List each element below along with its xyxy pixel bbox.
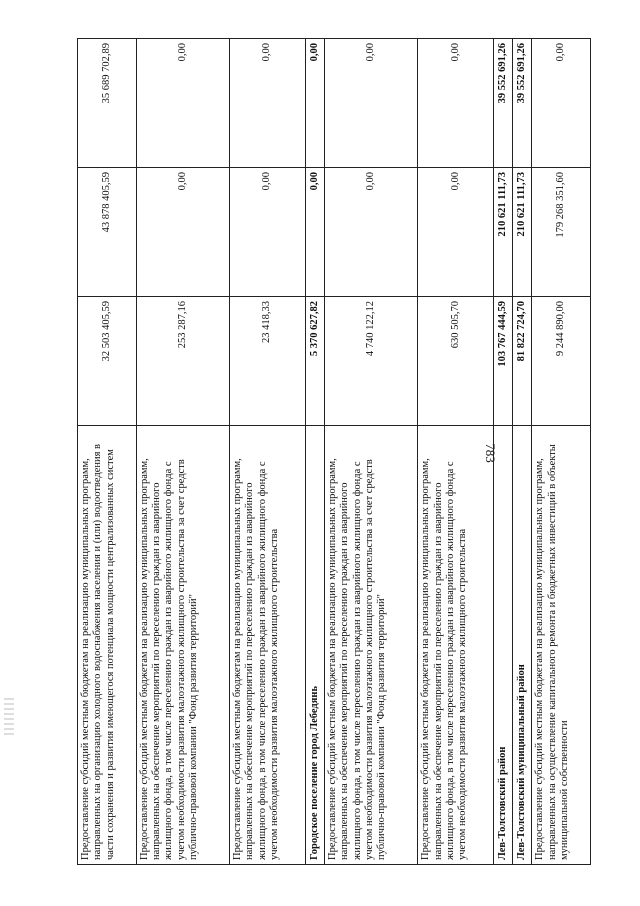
value-col-1: 81 822 724,70 xyxy=(513,297,532,426)
table-row xyxy=(136,39,229,865)
value-col-2: 210 621 111,73 xyxy=(494,168,513,297)
row-description: Предоставление субсидий местным бюджетам на реализацию муниципальных программ, направленных на обеспечение мероприятий по переселению граждан из аварийного жилищного фонда, в том числе переселению граждан из аварийного жилищного фонда с учетом необходимости развития малоэтажного жилищного строительства xyxy=(229,426,305,865)
value-col-2: 0,00 xyxy=(324,168,417,297)
row-description: Лев-Толстовский муниципальный район xyxy=(513,426,532,865)
value-col-3: 0,00 xyxy=(136,39,229,168)
table-row-subtotal xyxy=(494,39,513,865)
row-description: Предоставление субсидий местным бюджетам на реализацию муниципальных программ, направленных на осуществление капитального ремонта и бюджетных инвестиций в объекты муниципальной собственности xyxy=(532,426,591,865)
value-col-1: 253 287,16 xyxy=(136,297,229,426)
table-row xyxy=(532,39,591,865)
value-col-3: 39 552 691,26 xyxy=(513,39,532,168)
row-description: Предоставление субсидий местным бюджетам на реализацию муниципальных программ, направленных на организацию холодного водоснабжения населения и (или) водоотведения в части сохранения и развития имеющегося потенциала мощности централизованных систем xyxy=(78,426,137,865)
rotated-table-frame xyxy=(77,43,591,865)
value-col-2: 0,00 xyxy=(229,168,305,297)
table-row-subtotal xyxy=(305,39,324,865)
value-col-3: 0,00 xyxy=(229,39,305,168)
table-row xyxy=(324,39,417,865)
table-row xyxy=(78,39,137,865)
table-row xyxy=(418,39,494,865)
value-col-2: 0,00 xyxy=(418,168,494,297)
table-row-subtotal xyxy=(513,39,532,865)
value-col-1: 5 370 627,82 xyxy=(305,297,324,426)
value-col-2: 210 621 111,73 xyxy=(513,168,532,297)
row-description: Предоставление субсидий местным бюджетам на реализацию муниципальных программ, направленных на обеспечение мероприятий по переселению граждан из аварийного жилищного фонда, в том числе переселению граждан из аварийного жилищного фонда с учетом необходимости развития малоэтажного жилищного строительства xyxy=(418,426,494,865)
value-col-3: 0,00 xyxy=(305,39,324,168)
value-col-1: 630 505,70 xyxy=(418,297,494,426)
value-col-1: 4 740 122,12 xyxy=(324,297,417,426)
value-col-2: 43 878 405,59 xyxy=(78,168,137,297)
value-col-1: 32 503 405,59 xyxy=(78,297,137,426)
value-col-3: 35 689 702,89 xyxy=(78,39,137,168)
scan-smudge xyxy=(4,695,14,735)
value-col-3: 0,00 xyxy=(418,39,494,168)
row-description: Предоставление субсидий местным бюджетам на реализацию муниципальных программ, направленных на обеспечение мероприятий по переселению граждан из аварийного жилищного фонда, в том числе переселению граждан из аварийного жилищного фонда с учетом необходимости развития малоэтажного жилищного строительства за счет средств публично-правовой компании "Фонд развития территорий" xyxy=(136,426,229,865)
page-number: 783 xyxy=(483,443,498,463)
table-wrap xyxy=(77,43,591,865)
value-col-3: 39 552 691,26 xyxy=(494,39,513,168)
value-col-1: 9 244 890,00 xyxy=(532,297,591,426)
value-col-1: 23 418,33 xyxy=(229,297,305,426)
row-description: Предоставление субсидий местным бюджетам на реализацию муниципальных программ, направленных на обеспечение мероприятий по переселению граждан из аварийного жилищного фонда, в том числе переселению граждан из аварийного жилищного фонда с учетом необходимости развития малоэтажного жилищного строительства за счет средств публично-правовой компании "Фонд развития территорий" xyxy=(324,426,417,865)
budget-table xyxy=(77,38,591,865)
value-col-2: 0,00 xyxy=(136,168,229,297)
row-description: Городское поселение город Лебедянь xyxy=(305,426,324,865)
value-col-3: 0,00 xyxy=(324,39,417,168)
value-col-1: 103 767 444,59 xyxy=(494,297,513,426)
value-col-2: 0,00 xyxy=(305,168,324,297)
table-row xyxy=(229,39,305,865)
value-col-3: 0,00 xyxy=(532,39,591,168)
row-description: Лев-Толстовский район xyxy=(494,426,513,865)
value-col-2: 179 268 351,60 xyxy=(532,168,591,297)
